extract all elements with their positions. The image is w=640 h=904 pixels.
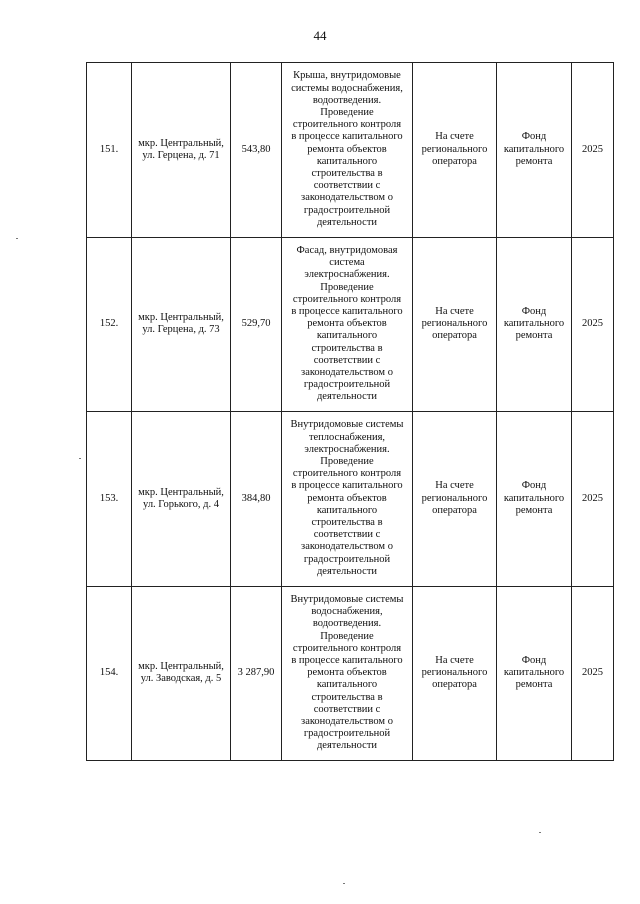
work-description-line: капитального <box>316 155 378 167</box>
fund-line-2: капитального <box>503 143 565 155</box>
work-description-line: соответствии с <box>313 703 381 715</box>
area-value: 543,80 <box>241 143 271 155</box>
fund-line-2: капитального <box>503 667 565 679</box>
work-description-line: градостроительной <box>303 204 391 216</box>
work-description-line: Внутридомовые системы <box>290 419 404 431</box>
work-description-line: строительного контроля <box>292 293 402 305</box>
work-description-line: строительства в <box>311 342 383 354</box>
row-number-cell <box>87 63 132 238</box>
table-body <box>87 63 614 761</box>
year-cell <box>572 237 614 412</box>
work-description-line: строительства в <box>311 168 383 180</box>
work-description-line: строительного контроля <box>292 642 402 654</box>
work-description-line: ремонта объектов <box>307 492 387 504</box>
area-value: 3 287,90 <box>237 667 275 679</box>
work-description-line: соответствии с <box>313 529 381 541</box>
work-description-line: градостроительной <box>303 379 391 391</box>
account-line-3: оператора <box>432 155 477 167</box>
scan-speck <box>79 458 81 459</box>
year-cell <box>572 63 614 238</box>
area-cell <box>231 412 282 587</box>
work-description-line: водоотведения. <box>312 94 382 106</box>
fund-line-3: ремонта <box>515 330 553 342</box>
year-value: 2025 <box>582 492 603 504</box>
address-cell <box>132 586 231 761</box>
work-description-line: законодательством о <box>301 541 393 553</box>
fund-line-3: ремонта <box>515 679 553 691</box>
area-value: 384,80 <box>241 492 271 504</box>
work-description-line: строительства в <box>311 691 383 703</box>
row-number-cell <box>87 586 132 761</box>
address-cell <box>132 63 231 238</box>
account-line-3: оператора <box>432 679 477 691</box>
address-line-2: ул. Герцена, д. 71 <box>142 149 220 161</box>
row-number: 151. <box>99 143 119 155</box>
account-line-1: На счете <box>435 654 474 666</box>
account-line-3: оператора <box>432 504 477 516</box>
account-line-2: регионального <box>421 318 488 330</box>
account-cell <box>413 586 497 761</box>
work-description-line: законодательством о <box>301 715 393 727</box>
address-line-1: мкр. Центральный, <box>138 312 224 324</box>
fund-line-2: капитального <box>503 318 565 330</box>
work-description-line: электроснабжения. <box>304 443 390 455</box>
work-description-line: Проведение <box>320 281 374 293</box>
address-line-1: мкр. Центральный, <box>138 661 224 673</box>
work-description <box>284 245 410 404</box>
row-number: 152. <box>99 318 119 330</box>
work-description-cell <box>282 63 413 238</box>
account-cell <box>413 237 497 412</box>
fund-line-1: Фонд <box>521 305 547 317</box>
year-value: 2025 <box>582 667 603 679</box>
work-description-line: строительства в <box>311 517 383 529</box>
fund-line-1: Фонд <box>521 480 547 492</box>
work-description-line: деятельности <box>316 565 378 577</box>
work-description-line: в процессе капитального <box>291 305 403 317</box>
work-description-line: водоснабжения, <box>311 606 383 618</box>
account-line-2: регионального <box>421 143 488 155</box>
work-description-line: Проведение <box>320 630 374 642</box>
work-description-line: деятельности <box>316 740 378 752</box>
work-description <box>284 70 410 229</box>
account-cell <box>413 63 497 238</box>
work-description-line: Проведение <box>320 456 374 468</box>
address-line-2: ул. Заводская, д. 5 <box>140 673 222 685</box>
work-description-line: деятельности <box>316 391 378 403</box>
work-description-line: теплоснабжения, <box>308 431 386 443</box>
work-description-line: системы водоснабжения, <box>291 82 403 94</box>
work-description-line: ремонта объектов <box>307 318 387 330</box>
year-cell <box>572 412 614 587</box>
work-description-line: в процессе капитального <box>291 131 403 143</box>
account-line-2: регионального <box>421 667 488 679</box>
area-cell <box>231 586 282 761</box>
work-description-line: строительного контроля <box>292 468 402 480</box>
work-description <box>284 594 410 753</box>
row-number: 154. <box>99 667 119 679</box>
fund-line-3: ремонта <box>515 504 553 516</box>
row-number-cell <box>87 412 132 587</box>
work-description-line: градостроительной <box>303 553 391 565</box>
area-cell <box>231 237 282 412</box>
work-description-line: законодательством о <box>301 366 393 378</box>
work-description <box>284 419 410 578</box>
work-description-line: капитального <box>316 504 378 516</box>
area-cell <box>231 63 282 238</box>
area-value: 529,70 <box>241 318 271 330</box>
year-value: 2025 <box>582 318 603 330</box>
funding-source-cell <box>497 412 572 587</box>
work-description-cell <box>282 237 413 412</box>
work-description-line: Фасад, внутридомовая <box>296 244 398 256</box>
work-description-line: в процессе капитального <box>291 480 403 492</box>
fund-line-2: капитального <box>503 492 565 504</box>
address-line-1: мкр. Центральный, <box>138 486 224 498</box>
funding-source-cell <box>497 63 572 238</box>
table-row <box>87 412 614 587</box>
work-description-line: капитального <box>316 330 378 342</box>
work-description-line: ремонта объектов <box>307 143 387 155</box>
year-cell <box>572 586 614 761</box>
table-row <box>87 586 614 761</box>
work-description-line: электроснабжения. <box>304 269 390 281</box>
table-row <box>87 237 614 412</box>
work-description-line: ремонта объектов <box>307 667 387 679</box>
address-line-2: ул. Герцена, д. 73 <box>142 324 220 336</box>
work-description-line: строительного контроля <box>292 119 402 131</box>
account-line-3: оператора <box>432 330 477 342</box>
funding-source-cell <box>497 237 572 412</box>
address-cell <box>132 412 231 587</box>
work-description-line: соответствии с <box>313 354 381 366</box>
row-number-cell <box>87 237 132 412</box>
account-line-1: На счете <box>435 131 474 143</box>
fund-line-1: Фонд <box>521 131 547 143</box>
address-cell <box>132 237 231 412</box>
scan-speck <box>539 832 541 833</box>
work-description-line: соответствии с <box>313 180 381 192</box>
repair-schedule-table <box>86 62 614 761</box>
work-description-line: водоотведения. <box>312 618 382 630</box>
fund-line-1: Фонд <box>521 654 547 666</box>
account-line-1: На счете <box>435 305 474 317</box>
work-description-line: законодательством о <box>301 192 393 204</box>
work-description-line: капитального <box>316 679 378 691</box>
address-line-1: мкр. Центральный, <box>138 137 224 149</box>
scan-speck <box>16 238 18 239</box>
funding-source-cell <box>497 586 572 761</box>
work-description-line: градостроительной <box>303 728 391 740</box>
page-number: 44 <box>313 28 327 43</box>
account-line-2: регионального <box>421 492 488 504</box>
row-number: 153. <box>99 492 119 504</box>
scan-speck <box>343 883 345 884</box>
fund-line-3: ремонта <box>515 155 553 167</box>
year-value: 2025 <box>582 143 603 155</box>
work-description-line: Проведение <box>320 107 374 119</box>
work-description-cell <box>282 586 413 761</box>
address-line-2: ул. Горького, д. 4 <box>143 498 219 510</box>
work-description-line: система <box>329 257 365 269</box>
work-description-line: Крыша, внутридомовые <box>293 70 401 82</box>
table-row <box>87 63 614 238</box>
account-line-1: На счете <box>435 480 474 492</box>
work-description-cell <box>282 412 413 587</box>
work-description-line: деятельности <box>316 216 378 228</box>
work-description-line: Внутридомовые системы <box>290 593 404 605</box>
work-description-line: в процессе капитального <box>291 654 403 666</box>
account-cell <box>413 412 497 587</box>
